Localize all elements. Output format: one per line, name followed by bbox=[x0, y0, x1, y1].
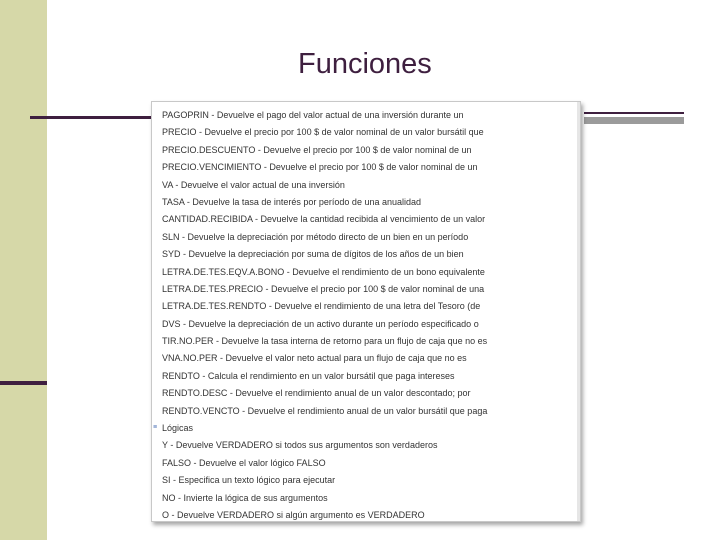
slide-title: Funciones bbox=[298, 48, 432, 80]
list-item[interactable]: TASA - Devuelve la tasa de interés por período de una anualidad bbox=[162, 196, 422, 207]
function-list bbox=[153, 107, 574, 524]
list-item[interactable]: PRECIO.DESCUENTO - Devuelve el precio por 100 $ de valor nominal de un bbox=[162, 144, 472, 155]
title-rule-right-thin bbox=[584, 112, 684, 114]
list-item[interactable]: LETRA.DE.TES.PRECIO - Devuelve el precio por 100 $ de valor nominal de una bbox=[162, 283, 485, 294]
section-header-logicas[interactable] bbox=[153, 420, 574, 437]
list-item[interactable]: SYD - Devuelve la depreciación por suma de dígitos de los años de un bien bbox=[162, 249, 464, 260]
list-item[interactable]: PRECIO - Devuelve el precio por 100 $ de valor nominal de un valor bursátil que bbox=[162, 127, 484, 138]
list-item[interactable]: RENDTO - Calcula el rendimiento en un valor bursátil que paga intereses bbox=[162, 370, 455, 381]
list-item[interactable]: Y - Devuelve VERDADERO si todos sus argumentos son verdaderos bbox=[162, 440, 438, 451]
left-decorative-band bbox=[0, 0, 47, 540]
list-item[interactable]: DVS - Devuelve la depreciación de un activo durante un período especificado o bbox=[162, 318, 479, 329]
list-item[interactable]: RENDTO.DESC - Devuelve el rendimiento anual de un valor descontado; por bbox=[162, 388, 471, 399]
list-item[interactable]: TIR.NO.PER - Devuelve la tasa interna de retorno para un flujo de caja que no es bbox=[162, 336, 488, 347]
list-item[interactable]: SLN - Devuelve la depreciación por método directo de un bien en un período bbox=[162, 231, 469, 242]
list-item[interactable]: PRECIO.VENCIMIENTO - Devuelve el precio por 100 $ de valor nominal de un bbox=[162, 162, 478, 173]
list-item[interactable]: LETRA.DE.TES.EQV.A.BONO - Devuelve el rendimiento de un bono equivalente bbox=[162, 266, 485, 277]
panel-scrollbar[interactable] bbox=[577, 102, 580, 521]
list-item[interactable]: NO - Invierte la lógica de sus argumentos bbox=[162, 492, 328, 503]
list-item[interactable]: VNA.NO.PER - Devuelve el valor neto actual para un flujo de caja que no es bbox=[162, 353, 467, 364]
list-item[interactable]: SI - Especifica un texto lógico para ejecutar bbox=[162, 475, 336, 486]
function-list-panel bbox=[151, 101, 581, 522]
title-rule-right-thick bbox=[584, 117, 684, 124]
section-label: Lógicas bbox=[162, 423, 194, 434]
list-item[interactable]: RENDTO.VENCTO - Devuelve el rendimiento anual de un valor bursátil que paga bbox=[162, 405, 488, 416]
list-item[interactable]: VA - Devuelve el valor actual de una inversión bbox=[162, 179, 345, 190]
list-item[interactable]: LETRA.DE.TES.RENDTO - Devuelve el rendimiento de una letra del Tesoro (de bbox=[162, 301, 481, 312]
title-rule-left bbox=[30, 116, 154, 119]
expand-collapse-icon[interactable]: ≡ bbox=[153, 424, 158, 432]
list-item[interactable]: PAGOPRIN - Devuelve el pago del valor actual de una inversión durante un bbox=[162, 110, 464, 120]
left-accent-bar bbox=[0, 381, 47, 385]
list-item[interactable]: FALSO - Devuelve el valor lógico FALSO bbox=[162, 457, 326, 468]
list-item[interactable]: CANTIDAD.RECIBIDA - Devuelve la cantidad recibida al vencimiento de un valor bbox=[162, 214, 486, 225]
list-item[interactable]: O - Devuelve VERDADERO si algún argumento es VERDADERO bbox=[162, 509, 425, 520]
